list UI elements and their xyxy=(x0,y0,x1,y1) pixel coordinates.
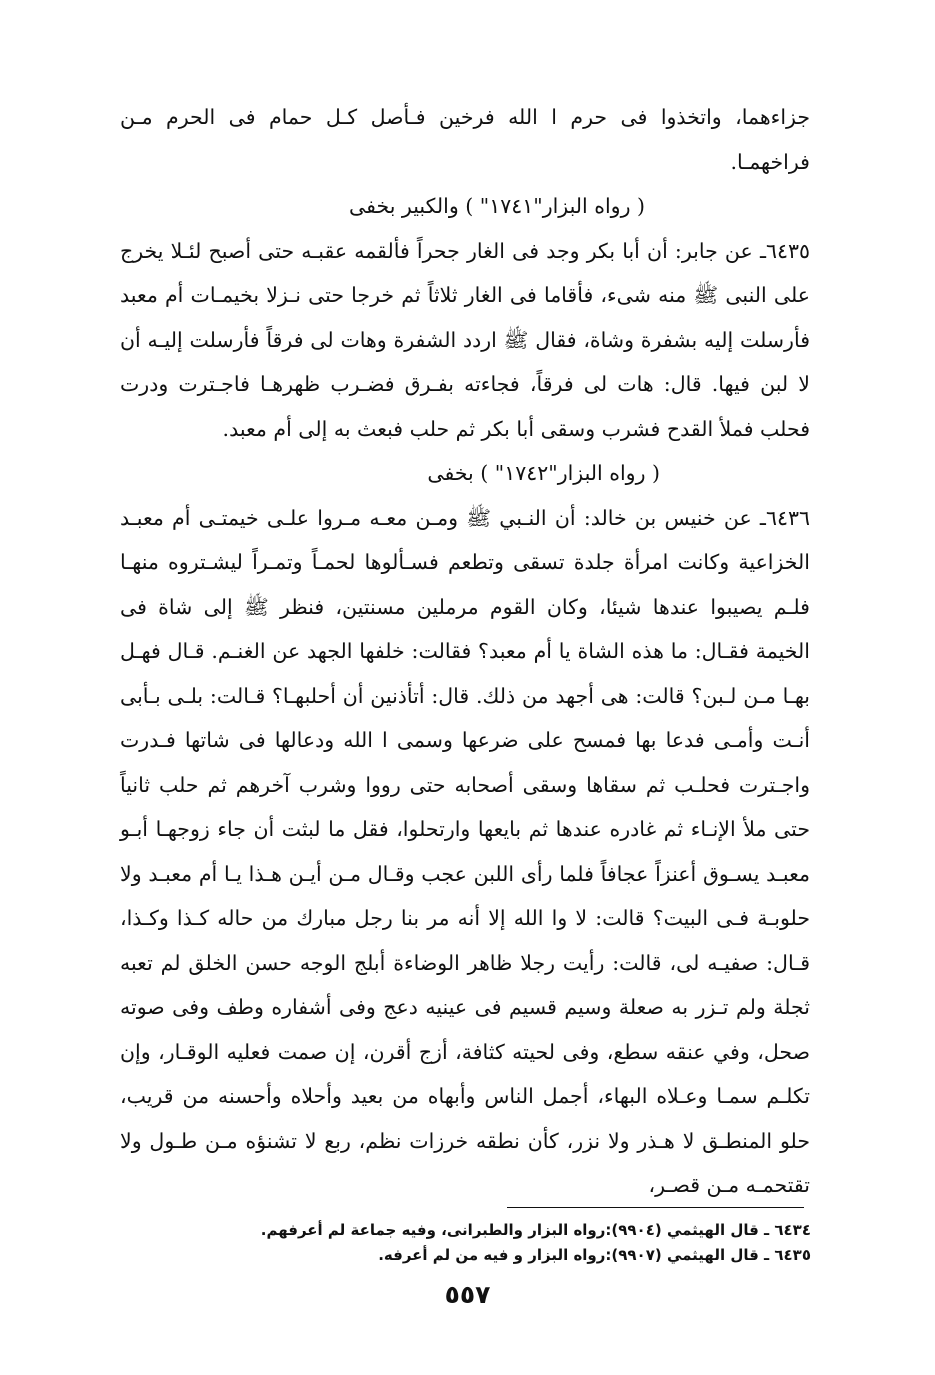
opening-line: جزاءهما، واتخذوا فى حرم ا الله فرخين فـأصل كـل حمام فى الحرم مـن فراخهمـا. xyxy=(120,105,810,174)
hadith-6436: ٦٤٣٦ـ عن خنيس بن خالد: أن النـبي ﷺ ومـن معـه مـروا علـى خيمتـى أم معبـد الخزاعية وكانت امرأة جلدة تسقى وتطعم فسـألوها لحمـاً وتمـراً ليشـتروه منهـا فلـم يصيبوا عندها شيئا، وكان القوم مرملين مسنتين، فنظر ﷺ إلى شاة فى الخيمة فقـال: ما هذه الشاة يا أم معبد؟ فقالت: خلفها الجهد عن الغنـم. قـال فهـل بهـا مـن لـبن؟ قالت: هى أجهد من ذلك. قال: أتأذنين أن أحلبهـا؟ قـالت: بلـى بـأبى أنـت وأمـى فدعا بها فمسح على ضرعها وسمى ا الله ودعالها فى شاتها فـدرت واجـترت فحلـب ثم سقاها وسقى أصحابه حتى رووا وشرب آخرهم ثم حلب ثانياً حتى ملأ الإنـاء ثم غادره عندها ثم بايعها وارتحلوا، فقل ما لبثت أن جاء زوجهـا أبـو معبـد يسـوق أعنزاً عجافاً فلما رأى اللبن عجب وقـال مـن أيـن هـذا يـا أم معبـد ولا حلوبـة فـى البيت؟ قالت: لا وا الله إلا أنه مر بنا رجل مبارك من حاله كـذا وكـذا، قـال: صفيـه لى، قالت: رأيت رجلا ظاهر الوضاءة أبلج الوجه حسن الخلق لم تعبه ثجلة ولم تـزر به صعلة وسيم قسيم فى عينيه دعج وفى أشفاره وطف وفى صوته صحل، وفي عنقه سطع، وفى لحيته كثافة، أزج أقرن، إن صمت فعليه الوقـار، وإن تكلـم سمـا وعـلاه البهاء، أجمل الناس وأبهاه من بعيد وأحلاه وأحسنه من قريب، حلو المنطـق لا هـذر ولا نزر، كأن نطقه خرزات نظم، ربع لا تشنؤه مـن طـول ولا تقتحمـه مـن قصـر، xyxy=(120,505,810,1197)
footnote-6435: ٦٤٣٥ ـ قال الهيثمي (٩٩٠٧):رواه البزار و فيه من لم أعرفه. xyxy=(378,1246,811,1264)
footnote-6434: ٦٤٣٤ ـ قال الهيثمي (٩٩٠٤):رواه البزار والطبرانى، وفيه جماعة لم أعرفهم. xyxy=(260,1221,811,1239)
citation-1741: ( رواه البزار"١٧٤١" ) والكبير بخفى xyxy=(349,194,645,218)
hadith-6435: ٦٤٣٥ـ عن جابر: أن أبا بكر وجد فى الغار جحراً فألقمه عقبـه حتى أصبح لئـلا يخرج على النبى ﷺ منه شىء، فأقاما فى الغار ثلاثاً ثم خرجا حتى نـزلا بخيمـات أم معبد فأرسلت إليه بشفرة وشاة، فقال ﷺ اردد الشفرة وهات لى فرقاً فأرسلت إليـه أن لا لبن فيها. قال: هات لى فرقاً، فجاءته بفـرق فضـرب ظهرهـا فاجـترت ودرت فحلب فملأ القدح فشرب وسقى أبا بكر ثم حلب فبعث به إلى أم معبد. xyxy=(120,238,810,441)
footnote-divider xyxy=(507,1207,804,1208)
citation-1742: ( رواه البزار"١٧٤٢" ) بخفى xyxy=(427,461,660,485)
footnotes xyxy=(171,1218,811,1268)
main-text-block xyxy=(120,95,810,1208)
page-number: ٥٥٧ xyxy=(444,1280,491,1309)
